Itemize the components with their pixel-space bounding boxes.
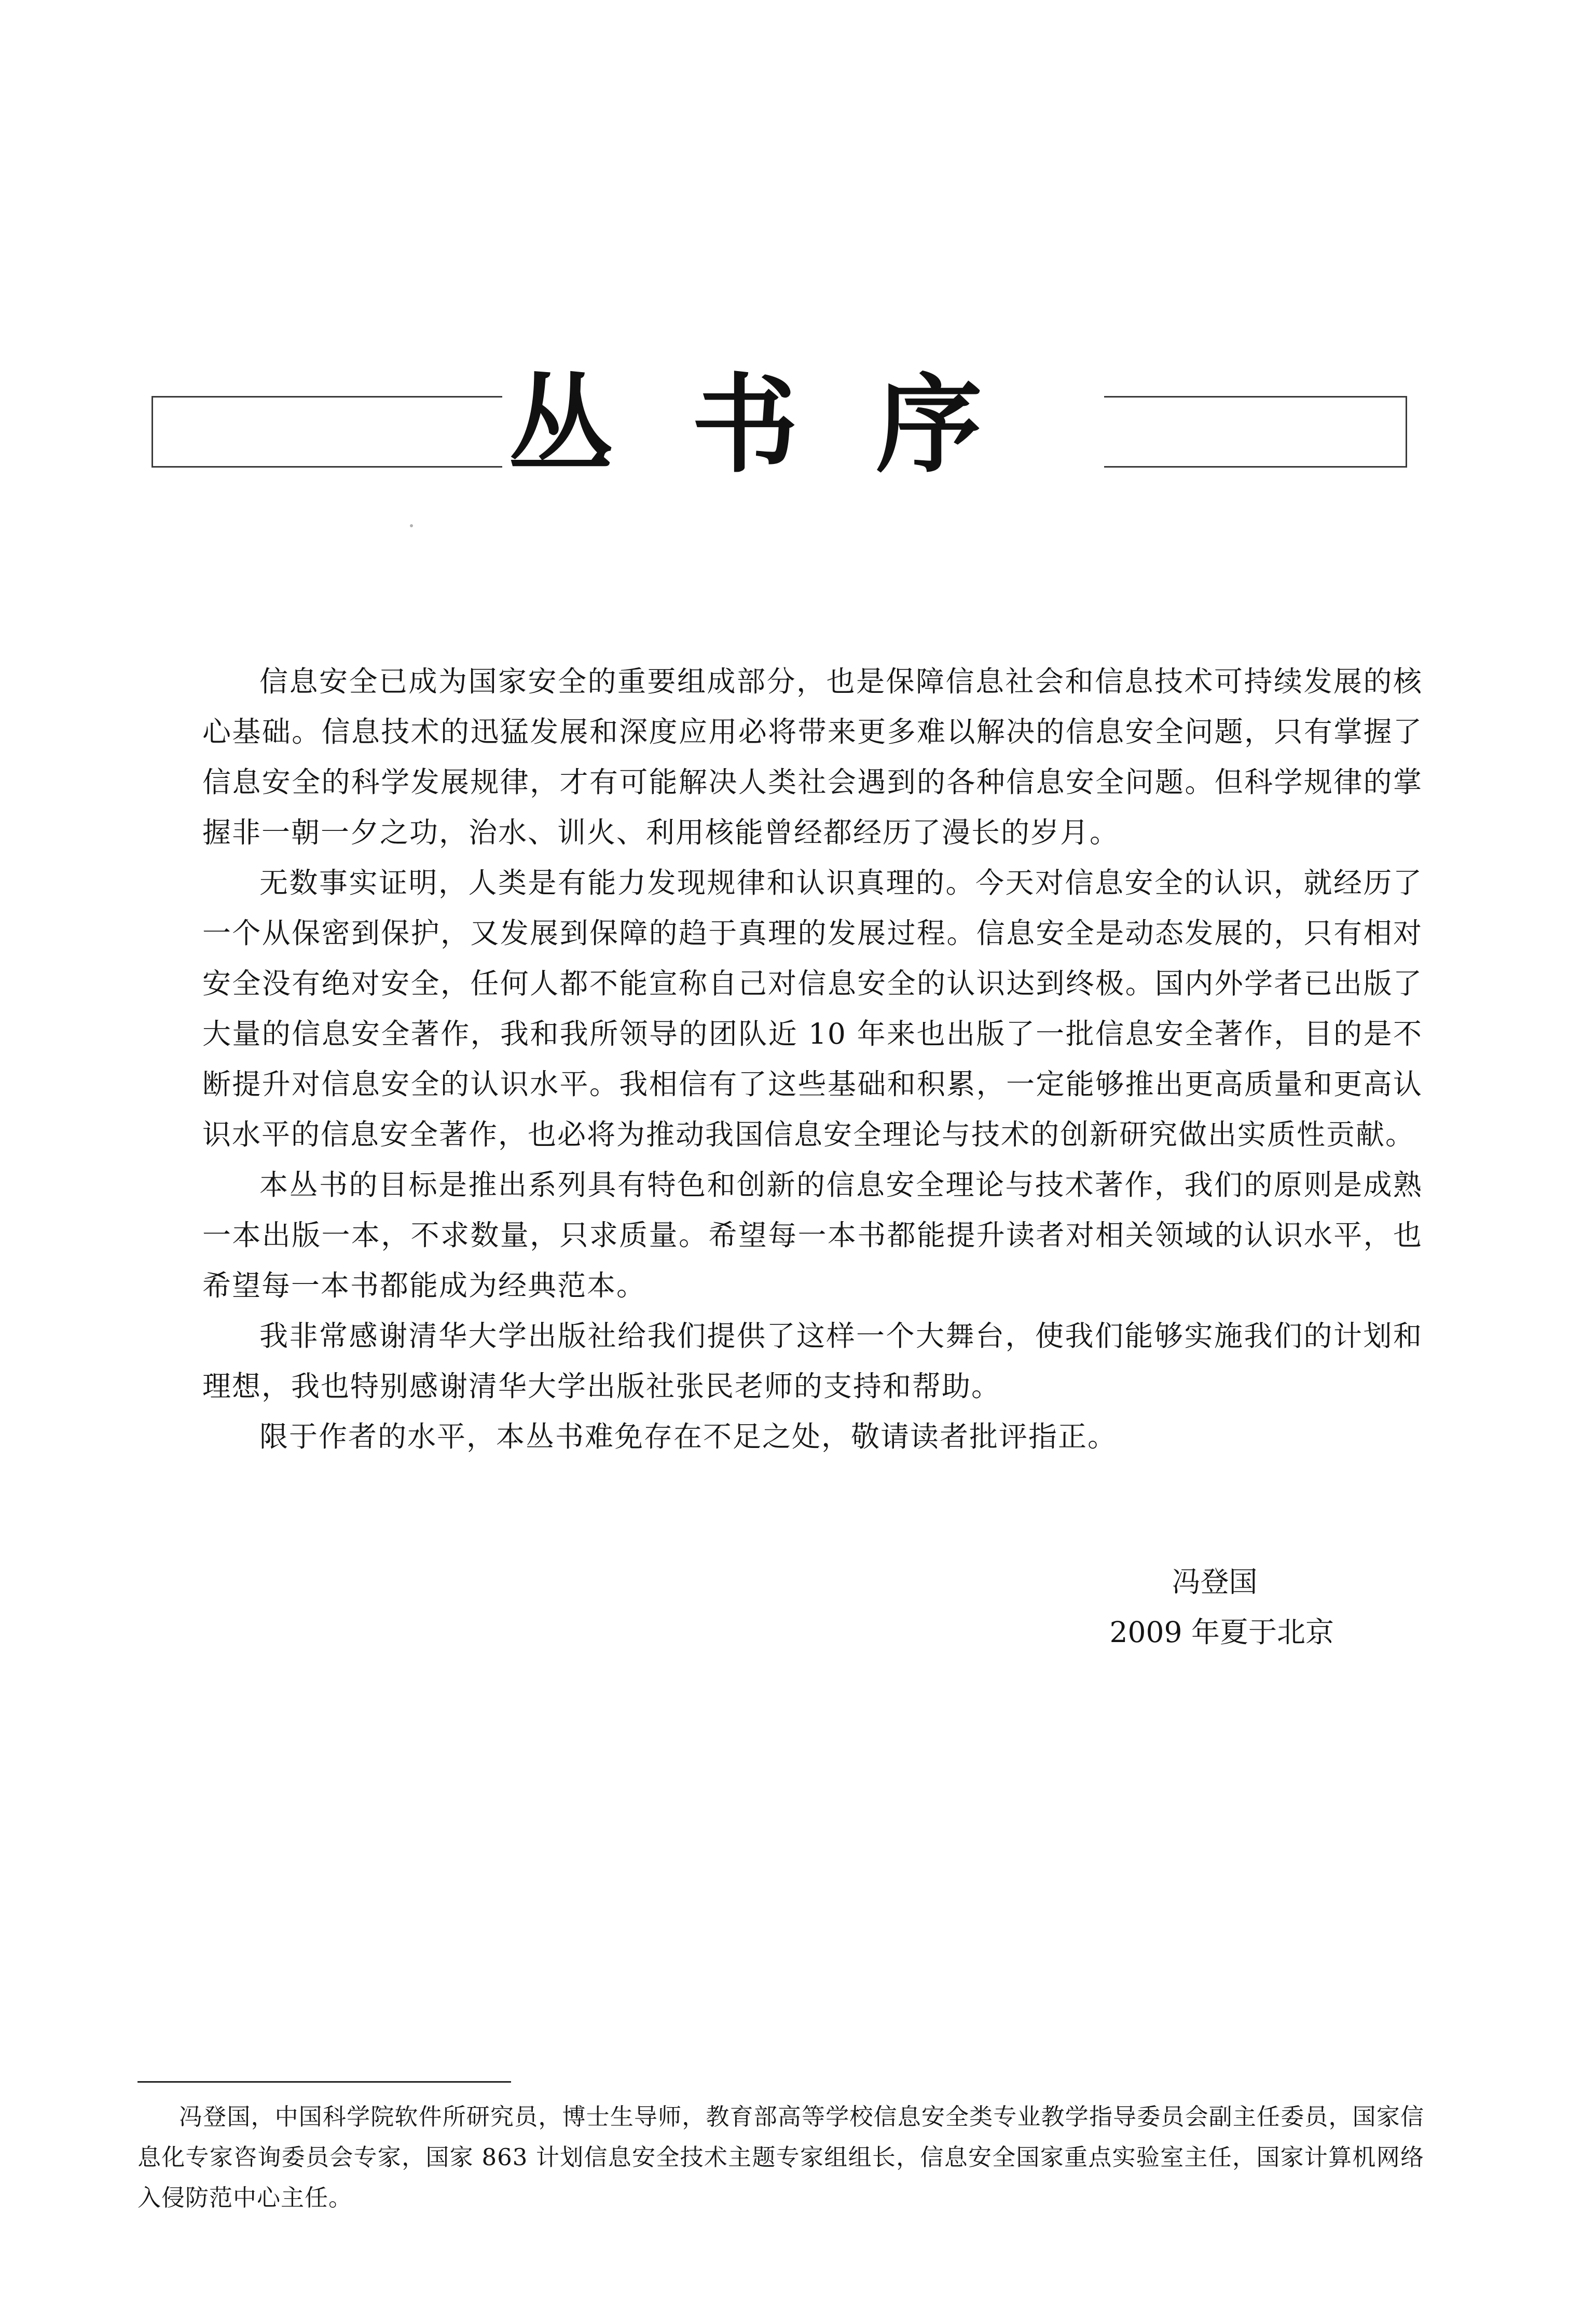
paragraph-5: 限于作者的水平，本丛书难免存在不足之处，敬请读者批评指正。 xyxy=(259,1420,1118,1453)
paragraph-1: 信息安全已成为国家安全的重要组成部分，也是保障信息社会和信息技术可持续发展的核心基础。信息技术的迅猛发展和深度应用必将带来更多难以解决的信息安全问题，只有掌握了信息安全的科学发展规律，才有可能解决人类社会遇到的各种信息安全问题。但科学规律的掌握非一朝一夕之功，治水、训火、利用核能曾经都经历了漫长的岁月。 xyxy=(202,665,1423,849)
preface-body xyxy=(202,657,1423,1462)
signature-date: 2009 年夏于北京 xyxy=(1109,1616,1334,1649)
signature-block xyxy=(1110,1557,1334,1658)
footnote-divider xyxy=(137,2081,511,2083)
scan-speck xyxy=(410,524,413,527)
paragraph-2: 无数事实证明，人类是有能力发现规律和认识真理的。今天对信息安全的认识，就经历了一个从保密到保护，又发展到保障的趋于真理的发展过程。信息安全是动态发展的，只有相对安全没有绝对安全，任何人都不能宣称自己对信息安全的认识达到终极。国内外学者已出版了大量的信息安全著作，我和我所领导的团队近 10 年来也出版了一批信息安全著作，目的是不断提升对信息安全的认识水平。我相信有了这些基础和积累，一定能够推出更高质量和更高认识水平的信息安全著作，也必将为推动我国信息安全理论与技术的创新研究做出实质性贡献。 xyxy=(202,866,1423,1151)
paragraph-4: 我非常感谢清华大学出版社给我们提供了这样一个大舞台，使我们能够实施我们的计划和理想，我也特别感谢清华大学出版社张民老师的支持和帮助。 xyxy=(202,1319,1423,1403)
author-footnote: 冯登国，中国科学院软件所研究员，博士生导师，教育部高等学校信息安全类专业教学指导委员会副主任委员，国家信息化专家咨询委员会专家，国家 863 计划信息安全技术主题专家组组长，信息安全国家重点实验室主任，国家计算机网络入侵防范中心主任。 xyxy=(137,2103,1424,2211)
page-title: 丛书序 xyxy=(502,358,1104,493)
paragraph-3: 本丛书的目标是推出系列具有特色和创新的信息安全理论与技术著作，我们的原则是成熟一本出版一本，不求数量，只求质量。希望每一本书都能提升读者对相关领域的认识水平，也希望每一本书都能成为经典范本。 xyxy=(202,1168,1423,1302)
author-name: 冯登国 xyxy=(1172,1565,1258,1598)
